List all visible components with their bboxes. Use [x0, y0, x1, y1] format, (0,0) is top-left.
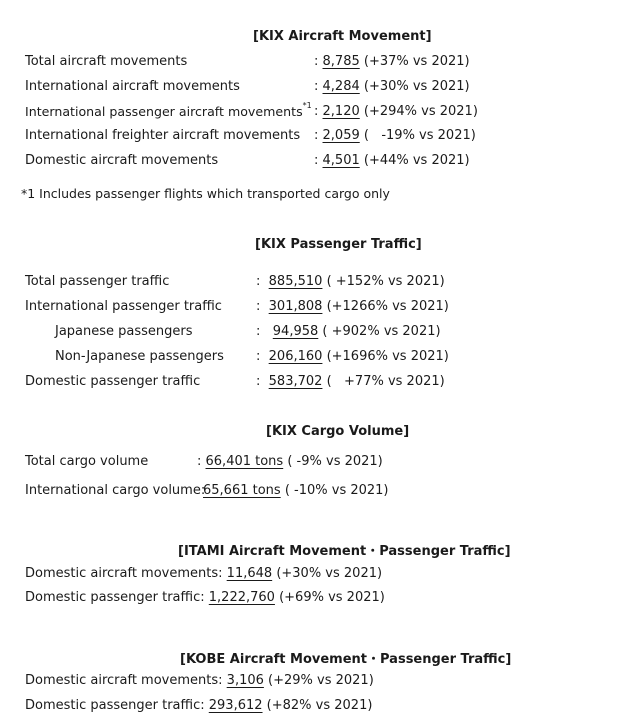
row-change: ( -9% vs 2021) [287, 454, 383, 469]
row-value-line [203, 483, 389, 498]
kix-cargo-title: [KIX Cargo Volume] [266, 424, 410, 439]
row-label: Domestic aircraft movements: [25, 566, 223, 581]
row-line [25, 698, 372, 713]
row-value-line: : 66,401 tons ( -9% vs 2021) [197, 454, 383, 469]
row-label: Domestic passenger traffic: [25, 698, 205, 713]
row-value-line: : 301,808 (+1266% vs 2021) [256, 299, 449, 314]
row-change: (+30% vs 2021) [276, 566, 383, 581]
row-label: Domestic passenger traffic: [25, 590, 205, 605]
row-change: (+1266% vs 2021) [326, 299, 449, 314]
row-label-text: International passenger aircraft movements [25, 104, 303, 119]
row-label: Domestic passenger traffic [25, 374, 201, 389]
kix-passenger-title: [KIX Passenger Traffic] [255, 237, 422, 252]
row-value: 4,501 [322, 153, 360, 168]
row-change: (+30% vs 2021) [363, 79, 470, 94]
row-label: International cargo volume: [25, 483, 206, 498]
row-value: 301,808 [268, 299, 323, 314]
row-line [25, 673, 374, 688]
row-value-line: : 2,059 ( -19% vs 2021) [314, 128, 476, 143]
row-value: 11,648 [226, 566, 273, 581]
row-value: 2,059 [322, 128, 360, 143]
row-label: Total cargo volume [25, 454, 149, 469]
footnote: *1 Includes passenger flights which transported cargo only [21, 186, 390, 201]
row-value-line: : 2,120 (+294% vs 2021) [314, 104, 478, 119]
row-label: Domestic aircraft movements [25, 153, 219, 168]
row-label: International freighter aircraft movements [25, 128, 301, 143]
row-label: International passenger traffic [25, 299, 222, 314]
row-label: Japanese passengers [55, 324, 193, 339]
row-value-line: : 4,501 (+44% vs 2021) [314, 153, 470, 168]
kix-aircraft-title: [KIX Aircraft Movement] [253, 29, 432, 44]
row-value: 2,120 [322, 104, 360, 119]
row-value-line: : 4,284 (+30% vs 2021) [314, 79, 470, 94]
row-change: ( +152% vs 2021) [326, 274, 445, 289]
row-change: (+82% vs 2021) [266, 698, 373, 713]
row-change: (+1696% vs 2021) [326, 349, 449, 364]
row-value-line: : 583,702 ( +77% vs 2021) [256, 374, 445, 389]
row-value-line: : 885,510 ( +152% vs 2021) [256, 274, 445, 289]
row-value: 65,661 tons [203, 483, 281, 498]
row-value: 885,510 [268, 274, 323, 289]
row-change: (+29% vs 2021) [268, 673, 374, 688]
row-value: 293,612 [208, 698, 263, 713]
footnote-marker: *1 [302, 101, 312, 110]
row-change: (+44% vs 2021) [363, 153, 470, 168]
row-change: (+69% vs 2021) [279, 590, 385, 605]
row-label: Domestic aircraft movements: [25, 673, 223, 688]
row-line [25, 566, 382, 581]
itami-title: [ITAMI Aircraft Movement・Passenger Traffic] [178, 544, 511, 559]
row-change: ( +77% vs 2021) [326, 374, 445, 389]
row-value: 583,702 [268, 374, 323, 389]
row-line [25, 590, 385, 605]
row-change: ( -10% vs 2021) [284, 483, 389, 498]
row-value: 206,160 [268, 349, 323, 364]
kobe-title: [KOBE Aircraft Movement・Passenger Traffic] [180, 652, 512, 667]
row-value: 1,222,760 [208, 590, 275, 605]
row-value: 3,106 [226, 673, 264, 688]
row-change: (+37% vs 2021) [363, 54, 470, 69]
row-change: ( -19% vs 2021) [363, 128, 476, 143]
row-change: (+294% vs 2021) [363, 104, 478, 119]
row-value: 94,958 [272, 324, 319, 339]
row-label: Total aircraft movements [25, 54, 188, 69]
row-value: 8,785 [322, 54, 360, 69]
row-change: ( +902% vs 2021) [322, 324, 441, 339]
row-label: Total passenger traffic [25, 274, 170, 289]
row-value: 4,284 [322, 79, 360, 94]
row-value-line: : 94,958 ( +902% vs 2021) [256, 324, 441, 339]
row-label: International aircraft movements [25, 79, 240, 94]
row-value-line: : 8,785 (+37% vs 2021) [314, 54, 470, 69]
row-value: 66,401 tons [205, 454, 284, 469]
row-label: Non-Japanese passengers [55, 349, 224, 364]
row-value-line: : 206,160 (+1696% vs 2021) [256, 349, 449, 364]
row-label [25, 101, 312, 119]
